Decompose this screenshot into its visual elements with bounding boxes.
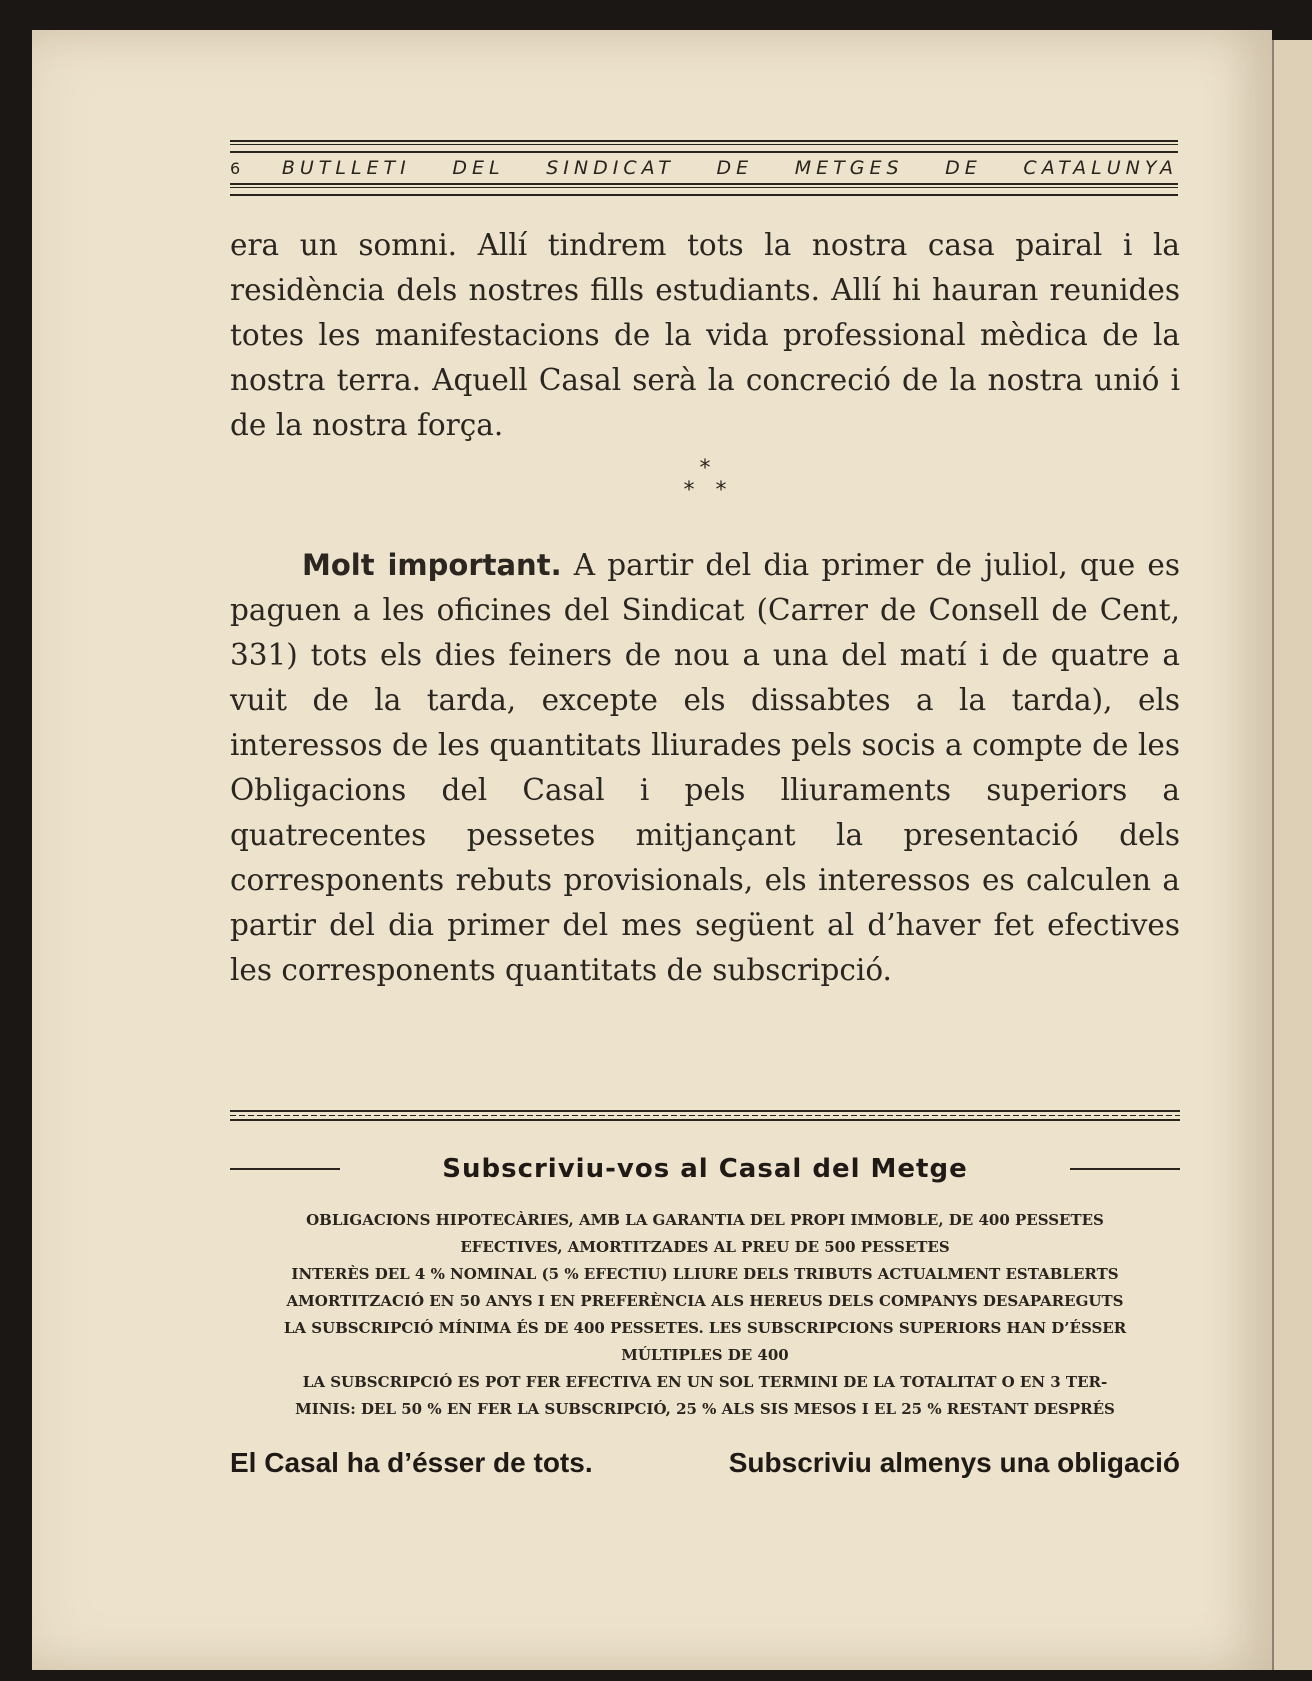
header-title-word: METGES [794,157,904,179]
notice-lead: Molt important. [302,548,562,582]
condition-line: INTERÈS DEL 4 % NOMINAL (5 % EFECTIU) LLIURE DELS TRIBUTS ACTUALMENT ESTABLERTS [291,1265,1119,1283]
notice-text: A partir del dia primer de juliol, que es paguen a les oficines del Sindicat (Carrer de Consell de Cent, 331) tots els dies feiners de nou a una del matí i de quatre a vuit de la tarda, excepte els dissabtes a la tarda), els interessos de les quantitats lliurades pels socis a compte de les Obligacions del Casal i pels lliuraments superiors a quatrecentes pessetes mitjançant la presentació dels corresponents rebuts provisionals, els interessos es calculen a partir del dia primer del mes següent al d’haver fet efectives les corresponents quantitats de subscripció. [230,548,1180,987]
condition-line: EFECTIVES, AMORTITZADES AL PREU DE 500 PESSETES [460,1238,950,1256]
footer-slogans [230,1447,1180,1479]
condition-line: MINIS: DEL 50 % EN FER LA SUBSCRIPCIÓ, 25 % ALS SIS MESOS I EL 25 % RESTANT DESPRÉS [295,1400,1115,1418]
header-title-word: CATALUNYA [1023,157,1178,179]
header-top-rule [230,140,1178,153]
header-bottom-rule [230,183,1178,196]
asterism-bottom: * * [683,478,727,503]
header-title-word: DE [716,157,754,179]
header-title-word: DE [945,157,982,179]
condition-line: OBLIGACIONS HIPOTECÀRIES, AMB LA GARANTIA DEL PROPI IMMOBLE, DE 400 PESSETES [306,1211,1104,1229]
asterism-top: * [699,456,711,481]
advert-title: Subscriviu-vos al Casal del Metge [442,1154,968,1184]
adjacent-page-edge [1272,40,1312,1670]
header-line [230,153,1178,183]
asterism-separator [655,458,755,502]
header-title-word: BUTLLETI [281,157,411,179]
condition-line: LA SUBSCRIPCIÓ ES POT FER EFECTIVA EN UN SOL TERMINI DE LA TOTALITAT O EN 3 TER- [302,1373,1108,1391]
header-title-word: DEL [452,157,505,179]
running-header [230,140,1178,196]
advert-conditions [230,1207,1180,1423]
footer-slogan-left: El Casal ha d’ésser de tots. [230,1447,593,1478]
condition-line: MÚLTIPLES DE 400 [621,1346,789,1364]
condition-line: AMORTITZACIÓ EN 50 ANYS I EN PREFERÈNCIA ALS HEREUS DELS COMPANYS DESAPAREGUTS [286,1292,1124,1310]
page-number: 6 [230,158,241,178]
notice-paragraph [230,543,1180,993]
header-title-word: SINDICAT [546,157,675,179]
title-left-rule [230,1168,340,1170]
advert-title-row [230,1151,1180,1187]
footer-slogan-right: Subscriviu almenys una obligació [728,1447,1180,1478]
title-right-rule [1070,1168,1180,1170]
paragraph-continuation: era un somni. Allí tindrem tots la nostra casa pairal i la residència dels nostres fills estudiants. Allí hi hauran reunides totes les manifestacions de la vida professional mèdica de la nostra terra. Aquell Casal serà la concreció de la nostra unió i de la nostra força. [230,228,1180,442]
condition-line: LA SUBSCRIPCIÓ MÍNIMA ÉS DE 400 PESSETES. LES SUBSCRIPCIONS SUPERIORS HAN D’ÉSSER [283,1319,1127,1337]
subscription-advert [230,1110,1180,1423]
advert-top-rule [230,1110,1180,1121]
